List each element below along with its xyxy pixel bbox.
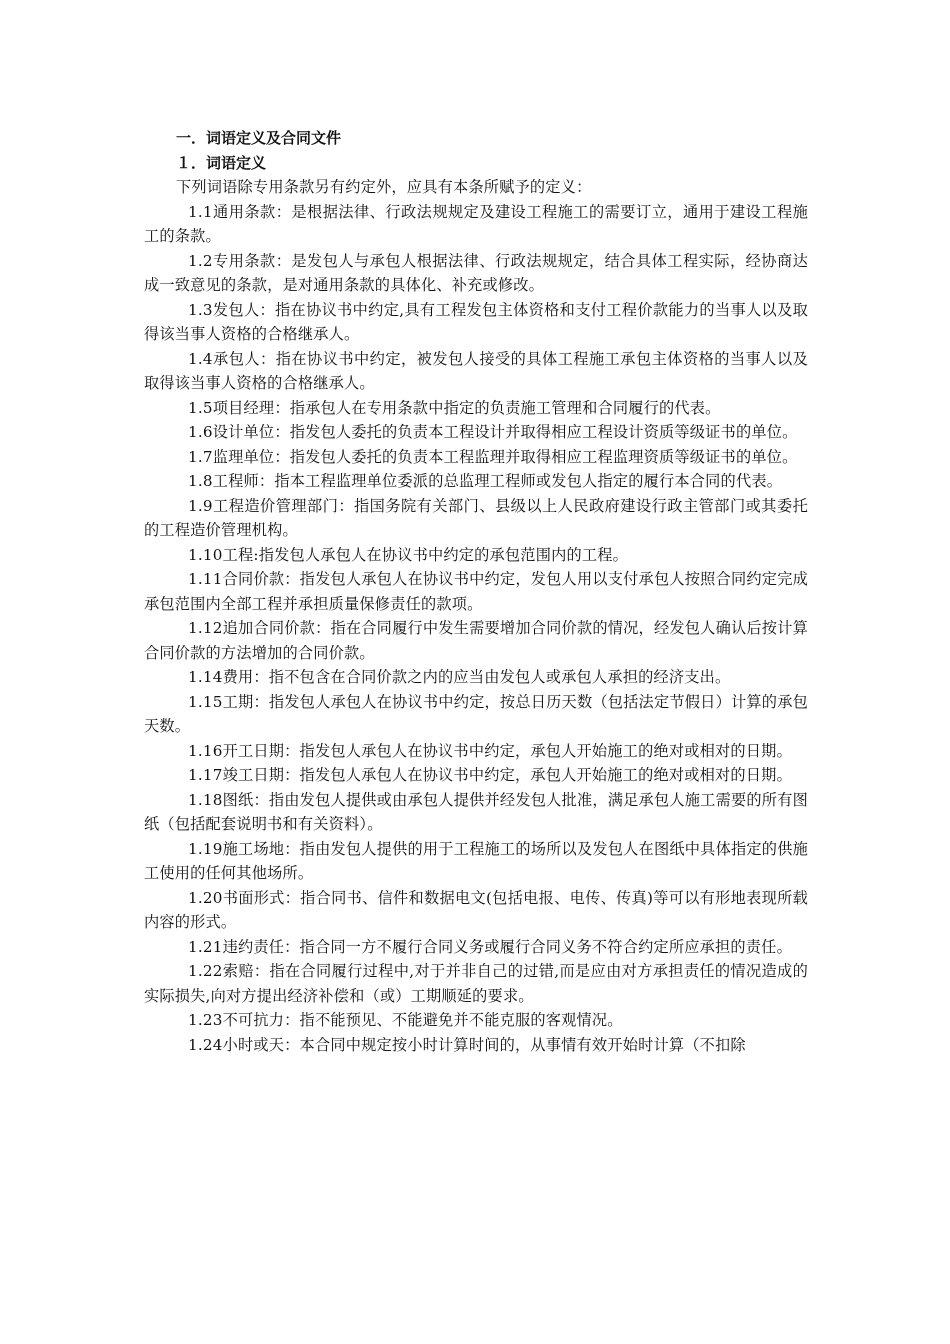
definition-1-9: 1.9工程造价管理部门：指国务院有关部门、县级以上人民政府建设行政主管部门或其委托的工程造价管理机构。 (144, 496, 808, 539)
definition-1-4: 1.4承包人：指在协议书中约定，被发包人接受的具体工程施工承包主体资格的当事人以及取得该当事人资格的合格继承人。 (144, 349, 808, 392)
definition-1-15: 1.15工期：指发包人承包人在协议书中约定，按总日历天数（包括法定节假日）计算的承包天数。 (144, 692, 808, 735)
definition-1-22: 1.22索赔：指在合同履行过程中,对于并非自己的过错,而是应由对方承担责任的情况造成的实际损失,向对方提出经济补偿和（或）工期顺延的要求。 (144, 962, 808, 1005)
definition-1-1: 1.1通用条款：是根据法律、行政法规规定及建设工程施工的需要订立，通用于建设工程施工的条款。 (144, 202, 808, 245)
definition-1-23: 1.23不可抗力：指不能预见、不能避免并不能克服的客观情况。 (188, 1011, 623, 1029)
definition-1-19: 1.19施工场地：指由发包人提供的用于工程施工的场所以及发包人在图纸中具体指定的供施工使用的任何其他场所。 (144, 839, 808, 882)
definitions-list (144, 200, 808, 1058)
section-title: 一．词语定义及合同文件 (176, 129, 342, 147)
definition-1-20: 1.20书面形式：指合同书、信件和数据电文(包括电报、电传、传真)等可以有形地表现所载内容的形式。 (144, 888, 808, 931)
definition-1-8: 1.8工程师：指本工程监理单位委派的总监理工程师或发包人指定的履行本合同的代表。 (188, 472, 783, 490)
definition-1-7: 1.7监理单位：指发包人委托的负责本工程监理并取得相应工程监理资质等级证书的单位。 (188, 447, 798, 466)
definition-1-10: 1.10工程:指发包人承包人在协议书中约定的承包范围内的工程。 (188, 545, 629, 564)
definition-1-21: 1.21违约责任：指合同一方不履行合同义务或履行合同义务不符合约定所应承担的责任。 (188, 937, 792, 956)
definition-1-11: 1.11合同价款：指发包人承包人在协议书中约定，发包人用以支付承包人按照合同约定完成承包范围内全部工程并承担质量保修责任的款项。 (144, 570, 808, 613)
definition-1-5: 1.5项目经理：指承包人在专用条款中指定的负责施工管理和合同履行的代表。 (188, 398, 721, 417)
definition-1-3: 1.3发包人：指在协议书中约定,具有工程发包主体资格和支付工程价款能力的当事人以及取得该当事人资格的合格继承人。 (144, 300, 808, 343)
definition-1-24: 1.24小时或天：本合同中规定按小时计算时间的，从事情有效开始时计算（不扣除 (188, 1035, 746, 1054)
intro-paragraph: 下列词语除专用条款另有约定外，应具有本条所赋予的定义： (176, 178, 592, 196)
definition-1-12: 1.12追加合同价款：指在合同履行中发生需要增加合同价款的情况，经发包人确认后按计算合同价款的方法增加的合同价款。 (144, 619, 808, 662)
definition-1-17: 1.17竣工日期：指发包人承包人在协议书中约定，承包人开始施工的绝对或相对的日期。 (188, 766, 792, 784)
definition-1-2: 1.2专用条款：是发包人与承包人根据法律、行政法规规定，结合具体工程实际，经协商达成一致意见的条款，是对通用条款的具体化、补充或修改。 (144, 251, 808, 294)
definition-1-6: 1.6设计单位：指发包人委托的负责本工程设计并取得相应工程设计资质等级证书的单位。 (188, 423, 798, 441)
definition-1-18: 1.18图纸：指由发包人提供或由承包人提供并经发包人批准，满足承包人施工需要的所有图纸（包括配套说明书和有关资料）。 (144, 790, 808, 833)
definition-1-16: 1.16开工日期：指发包人承包人在协议书中约定，承包人开始施工的绝对或相对的日期。 (188, 741, 792, 760)
document-page (144, 126, 808, 1057)
definition-1-14: 1.14费用：指不包含在合同价款之内的应当由发包人或承包人承担的经济支出。 (188, 668, 731, 686)
subsection-title: １．词语定义 (176, 153, 267, 172)
